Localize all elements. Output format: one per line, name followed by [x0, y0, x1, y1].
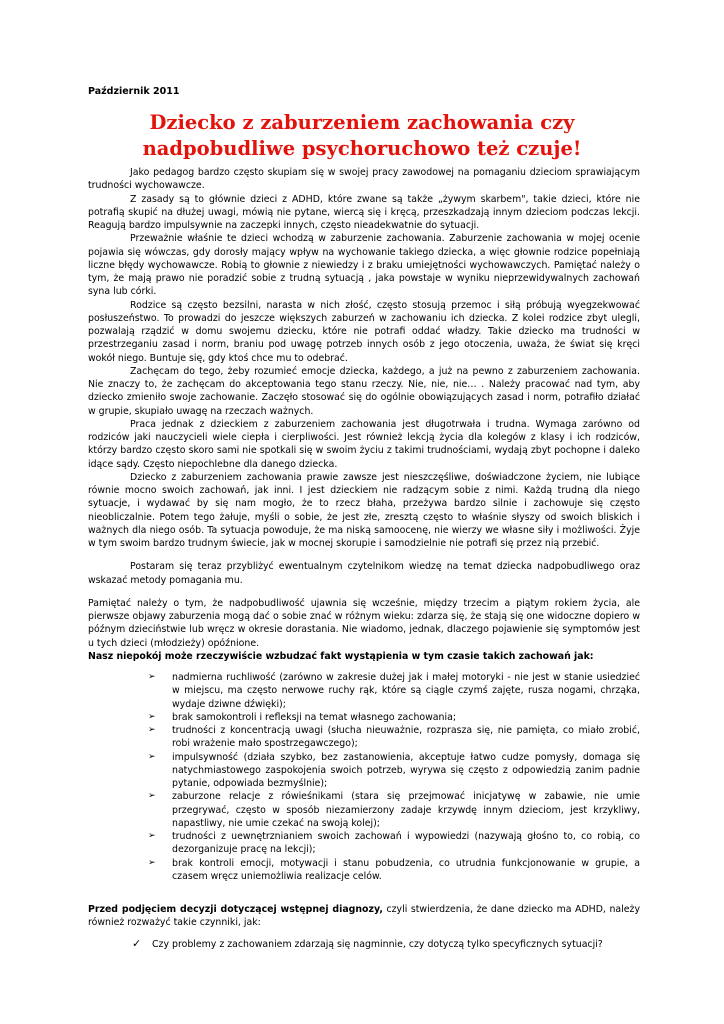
list-item: [148, 790, 640, 830]
checkmark-icon: ✓: [132, 936, 142, 950]
symptom-list: [88, 671, 640, 883]
list-item-text: impulsywność (działa szybko, bez zastanowienia, akceptuje łatwo cudze pomysły, domaga się natychmiastowego zaspokojenia swoich potrzeb, wyrywa się często z odpowiedzią zanim padnie pytanie, odpowiada bezmyślnie);: [172, 751, 640, 789]
list-item-text: brak kontroli emocji, motywacji i stanu pobudzenia, co utrudnia funkcjonowanie w grupie, a czasem wręcz uniemożliwia realizacje celów.: [172, 857, 640, 882]
diagnosis-paragraph: [88, 903, 640, 930]
question-list: [88, 938, 640, 951]
spacer: [88, 893, 640, 903]
document-title: Dziecko z zaburzeniem zachowania czy nadpobudliwe psychoruchowo też czuje!: [142, 111, 582, 160]
list-item-text: trudności z uewnętrznianiem swoich zachowań i wypowiedzi (nazywają głośno to, co robią, co dezorganizuje pracę na lekcji);: [172, 831, 640, 856]
list-item-text: zaburzone relacje z rówieśnikami (stara się przejmować inicjatywę w zabawie, nie umie przegrywać, często w sposób niezamierzony zadaje krzywdę innym dzieciom, jest krzykliwy, napastliwy, nie umie czekać na swoją kolej);: [172, 791, 640, 829]
paragraph: Rodzice są często bezsilni, narasta w nich złość, często stosują przemoc i siłą próbują wyegzekwować posłuszeństwo. To prowadzi do jeszcze większych zaburzeń w zachowaniu ich dziecka. Z kolei rodzice zbyt ulegli, pozwalają rządzić w domu swojemu dziecku, które nie potrafi oddać władzy. Takie dziecko ma trudności w przestrzeganiu zasad i norm, braniu pod uwagę potrzeb innych osób z jego otoczenia, uważa, że świat się kręci wokół niego. Buntuje się, gdy ktoś chce mu to odebrać.: [88, 299, 640, 364]
paragraph: Jako pedagog bardzo często skupiam się w swojej pracy zawodowej na pomaganiu dzieciom sprawiającym trudności wychowawcze.: [88, 167, 640, 192]
arrow-bullet-icon: ➢: [148, 791, 156, 802]
spacer: [88, 883, 640, 893]
list-item-text: Czy problemy z zachowaniem zdarzają się nagminnie, czy dotyczą tylko specyficznych sytuacji?: [152, 938, 603, 950]
document-date: Październik 2011: [88, 86, 180, 97]
arrow-bullet-icon: ➢: [148, 672, 156, 682]
arrow-bullet-icon: ➢: [148, 831, 156, 841]
arrow-bullet-icon: ➢: [148, 711, 156, 722]
list-item: [148, 711, 640, 724]
paragraph: Dziecko z zaburzeniem zachowania prawie zawsze jest nieszczęśliwe, doświadczone życiem, nie lubiące równie mocno swoich zachowań, jak inni. I jest dzieckiem nie radzącym sobie z nimi. Każdą trudną dla niego sytuacje, i wydawać by się nam mogło, że to rzecz błaha, przeżywa bardzo silnie i zachowuje się często nieobliczalnie. Potem tego żałuje, myśli o sobie, że jest złe, zresztą często to właśnie słyszy od swoich bliskich i ważnych dla niego osób. Ta sytuacja powoduje, że ma niską samoocenę, nie wierzy we własne siły i możliwości. Żyje w tym swoim bardzo trudnym świecie, jak w mocnej skorupie i samodzielnie nie potrafi się przez nią przebić.: [88, 471, 640, 549]
list-item-text: nadmierna ruchliwość (zarówno w zakresie dużej jak i małej motoryki - nie jest w stanie usiedzieć w miejscu, ma często nerwowe ruchy rąk, które są ciągle czymś zajęte, rusza nogami, chrząka, wydaje dziwne dźwięki);: [172, 672, 640, 710]
list-item: [148, 671, 640, 711]
list-item: [148, 830, 640, 857]
spacer: [88, 550, 640, 560]
paragraph: Przeważnie właśnie te dzieci wchodzą w zaburzenie zachowania. Zaburzenie zachowania w mojej ocenie pojawia się wówczas, gdy dorosły mający wpływ na wychowanie takiego dziecka, a więc głownie rodzice popełniają liczne błędy wychowawcze. Robią to głownie z niewiedzy i z braku umiejętności wychowawczych. Pamiętać należy o tym, że mają prawo nie poradzić sobie z trudną sytuacją , jaka powstaje w wyniku nieprzewidywalnych zachowań syna lub córki.: [88, 233, 640, 298]
diagnosis-lead: Przed podjęciem decyzji dotyczącej wstępnej diagnozy,: [88, 904, 383, 915]
list-item: [132, 936, 640, 951]
arrow-bullet-icon: ➢: [148, 857, 156, 868]
arrow-bullet-icon: ➢: [148, 751, 156, 762]
list-item: [148, 751, 640, 791]
paragraph: Z zasady są to głównie dzieci z ADHD, które zwane są także „żywym skarbem", takie dzieci, które nie potrafią skupić na dłużej uwagi, mówią nie pytane, wiercą się i kręcą, przeszkadzają innym dzieciom podczas lekcji. Reagują bardzo impulsywnie na zaczepki innych, często nieadekwatnie do sytuacji.: [88, 193, 640, 231]
concern-heading: Nasz niepokój może rzeczywiście wzbudzać fakt wystąpienia w tym czasie takich zachowań jak:: [88, 650, 594, 662]
diagnosis-text: czyli stwierdzenia, że dane dziecko ma ADHD, należy również rozważyć takie czynniki, jak:: [88, 904, 640, 929]
document-body: [88, 166, 640, 951]
list-item: [148, 857, 640, 884]
paragraph: Postaram się teraz przybliżyć ewentualnym czytelnikom wiedzę na temat dziecka nadpobudliwego oraz wskazać metody pomagania mu.: [88, 561, 640, 586]
list-item: [148, 724, 640, 751]
arrow-bullet-icon: ➢: [148, 725, 156, 735]
paragraph: Praca jednak z dzieckiem z zaburzeniem zachowania jest długotrwała i trudna. Wymaga zarówno od rodziców jaki nauczycieli wiele ciepła i cierpliwości. Jest również lekcją życia dla kolegów z klasy i ich rodziców, którzy bardzo często skoro sami nie spotkali się w swoim życiu z takimi trudnościami, wydają zbyt pochopne i daleko idące sądy. Często niepochlebne dla danego dziecka.: [88, 418, 640, 470]
spacer: [88, 587, 640, 597]
paragraph: Pamiętać należy o tym, że nadpobudliwość ujawnia się wcześnie, między trzecim a piątym rokiem życia, ale pierwsze objawy zaburzenia mogą dać o sobie znać w różnym wieku: zdarza się, że stają się one widoczne dopiero w późnym dzieciństwie lub wręcz w okresie dorastania. Nie wiadomo, jednak, dlaczego pojawienie się symptomów jest u tych dzieci (młodzieży) opóźnione.: [88, 597, 640, 649]
paragraph: Zachęcam do tego, żeby rozumieć emocje dziecka, każdego, a już na pewno z zaburzeniem zachowania. Nie znaczy to, że zachęcam do akceptowania tego stanu rzeczy. Nie, nie, nie… . Należy pracować nad tym, aby dziecko zmieniło swoje zachowanie. Zaczęło stosować się do ogólnie obowiązujących zasad i norm, potrafiło działać w grupie, skupiało uwagę na rzeczach ważnych.: [88, 365, 640, 417]
list-item-text: brak samokontroli i refleksji na temat własnego zachowania;: [172, 711, 456, 723]
list-item-text: trudności z koncentracją uwagi (słucha nieuważnie, rozprasza się, nie pamięta, co miało zrobić, robi wrażenie mało spostrzegawczego);: [172, 725, 640, 750]
